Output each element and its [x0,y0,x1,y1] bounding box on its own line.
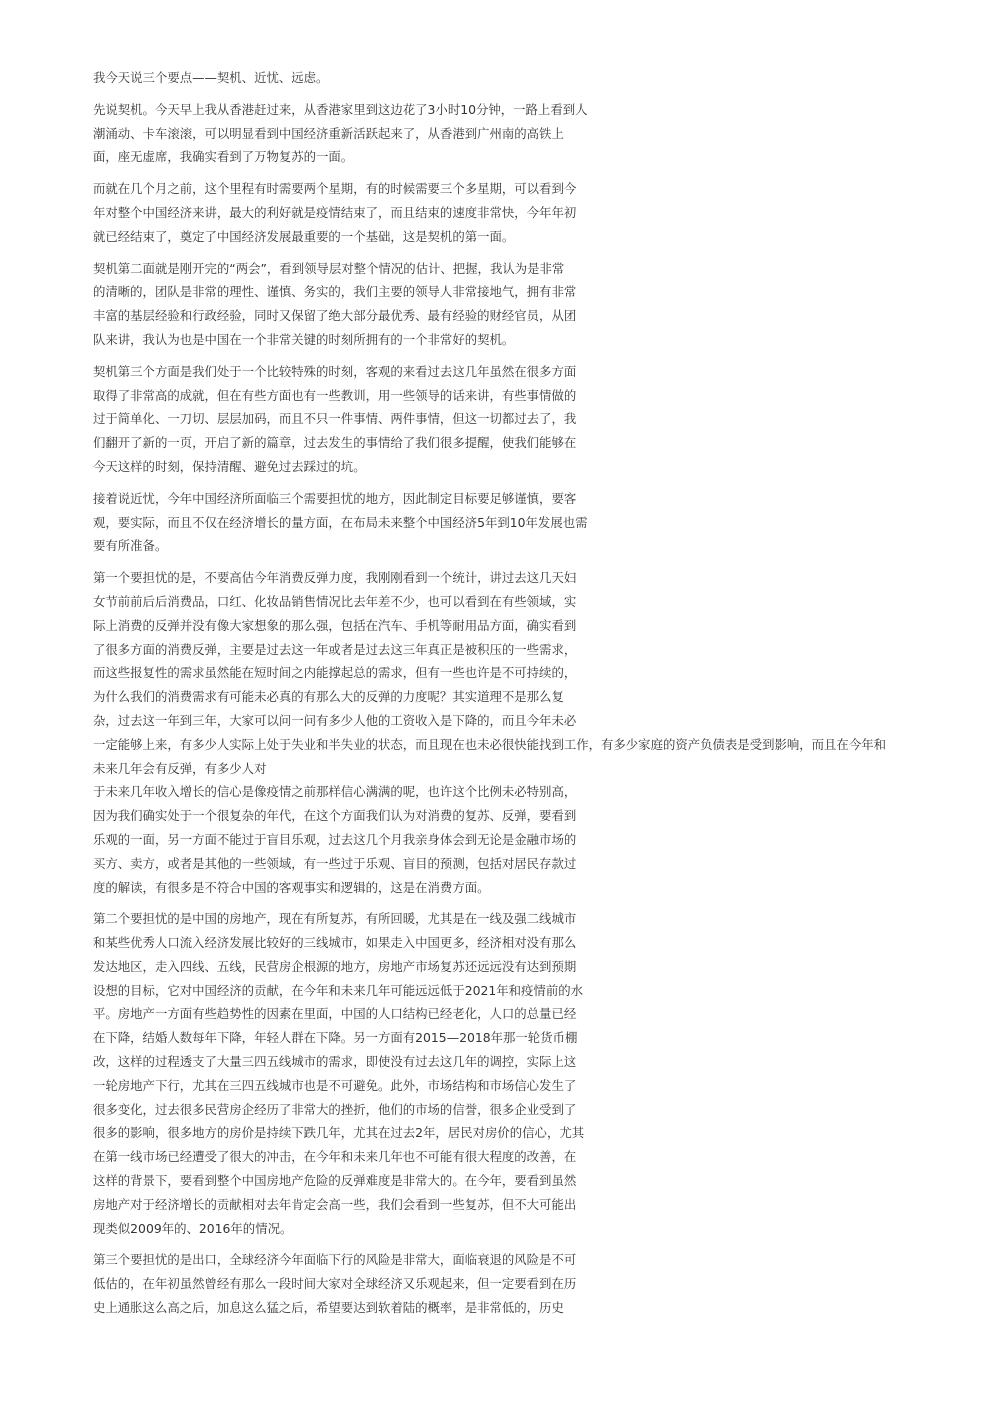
text-line: 因为我们确实处于一个很复杂的年代，在这个方面我们认为对消费的复苏、反弹，要看到 [93,808,577,824]
paragraph [93,487,953,558]
text-line: 一轮房地产下行，尤其在三四五线城市也是不可避免。此外，市场结构和市场信心发生了 [93,1077,577,1093]
text-line: 先说契机。今天早上我从香港赶过来，从香港家里到这边花了3小时10分钟，一路上看到人 [93,101,588,117]
text-line: 房地产对于经济增长的贡献相对去年肯定会高一些，我们会看到一些复苏，但不大可能出 [93,1196,577,1212]
text-line: 第二个要担忧的是中国的房地产，现在有所复苏，有所回暖，尤其是在一线及强二线城市 [93,911,577,927]
text-line: 面，座无虚席，我确实看到了万物复苏的一面。 [93,149,354,165]
text-line: 我今天说三个要点——契机、近忧、远虑。 [93,70,329,85]
text-line: 这样的背景下，要看到整个中国房地产危险的反弹难度是非常大的。在今年，要看到虽然 [93,1173,577,1189]
text-line: 设想的目标，它对中国经济的贡献，在今年和未来几年可能远远低于2021年和疫情前的水 [93,982,583,998]
text-line: 女节前前后后消费品，口红、化妆品销售情况比去年差不少，也可以看到在有些领域，实 [93,593,577,609]
text-line: 的清晰的，团队是非常的理性、谨慎、务实的，我们主要的领导人非常接地气，拥有非常 [93,284,577,300]
text-line: 低估的，在年初虽然曾经有那么一段时间大家对全球经济又乐观起来，但一定要看到在历 [93,1276,577,1292]
paragraph [93,1248,953,1319]
text-line: 队来讲，我认为也是中国在一个非常关键的时刻所拥有的一个非常好的契机。 [93,331,515,347]
text-line: 观，要实际，而且不仅在经济增长的量方面，在布局未来整个中国经济5年到10年发展也需 [93,514,588,530]
text-line: 年对整个中国经济来讲，最大的利好就是疫情结束了，而且结束的速度非常快，今年年初 [93,204,577,220]
text-line: 买方、卖方，或者是其他的一些领域，有一些过于乐观、盲目的预测，包括对居民存款过 [93,855,577,871]
article-body [93,66,953,1328]
text-line: 而就在几个月之前，这个里程有时需要两个星期，有的时候需要三个多星期，可以看到今 [93,181,577,197]
text-line: 就已经结束了，奠定了中国经济发展最重要的一个基础，这是契机的第一面。 [93,228,515,244]
text-line: 们翻开了新的一页，开启了新的篇章，过去发生的事情给了我们很多提醒，使我们能够在 [93,435,577,451]
text-line: 很多的影响，很多地方的房价是持续下跌几年，尤其在过去2年，居民对房价的信心，尤其 [93,1125,585,1141]
text-line: 过于简单化、一刀切、层层加码，而且不只一件事情、两件事情，但这一切都过去了，我 [93,411,577,427]
text-line: 改，这样的过程透支了大量三四五线城市的需求，即使没有过去这几年的调控，实际上这 [93,1054,577,1070]
text-line: 现类似2009年的、2016年的情况。 [93,1220,293,1236]
text-line: 潮涌动、卡车滚滚，可以明显看到中国经济重新活跃起来了，从香港到广州南的高铁上 [93,125,564,141]
text-line: 发达地区，走入四线、五线，民营房企根源的地方，房地产市场复苏还远远没有达到预期 [93,958,577,974]
paragraph [93,257,953,352]
text-line: 第三个要担忧的是出口，全球经济今年面临下行的风险是非常大，面临衰退的风险是不可 [93,1252,577,1268]
text-line: 际上消费的反弹并没有像大家想象的那么强，包括在汽车、手机等耐用品方面，确实看到 [93,617,577,633]
text-line: 接着说近忧，今年中国经济所面临三个需要担忧的地方，因此制定目标要足够谨慎，要客 [93,490,577,506]
text-line: 一定能够上来，有多少人实际上处于失业和半失业的状态，而且现在也未必很快能找到工作，有多少家庭的资产负债表是受到影响，而且在今年和 [93,736,886,752]
text-line: 在第一线市场已经遭受了很大的冲击，在今年和未来几年也不可能有很大程度的改善，在 [93,1149,577,1165]
text-line: 乐观的一面，另一方面不能过于盲目乐观，过去这几个月我亲身体会到无论是金融市场的 [93,831,577,847]
text-line: 于未来几年收入增长的信心是像疫情之前那样信心满满的呢，也许这个比例未必特别高， [93,784,577,800]
text-line: 和某些优秀人口流入经济发展比较好的三线城市，如果走入中国更多，经济相对没有那么 [93,935,577,951]
paragraph [93,360,953,479]
paragraph [93,907,953,1240]
paragraph [93,98,953,169]
text-line: 在下降，结婚人数每年下降，年轻人群在下降。另一方面有2015—2018年那一轮货币棚 [93,1030,578,1046]
text-line: 而这些报复性的需求虽然能在短时间之内能撑起总的需求，但有一些也许是不可持续的， [93,665,577,681]
paragraph [93,566,953,899]
text-line: 今天这样的时刻，保持清醒、避免过去踩过的坑。 [93,458,366,474]
paragraph [93,177,953,248]
text-line: 要有所准备。 [93,538,168,554]
text-line: 为什么我们的消费需求有可能未必真的有那么大的反弹的力度呢？其实道理不是那么复 [93,689,564,705]
text-line: 平。房地产一方面有些趋势性的因素在里面，中国的人口结构已经老化，人口的总量已经 [93,1006,577,1022]
text-line: 杂，过去这一年到三年，大家可以问一问有多少人他的工资收入是下降的，而且今年未必 [93,712,577,728]
text-line: 契机第三个方面是我们处于一个比较特殊的时刻，客观的来看过去这几年虽然在很多方面 [93,363,577,379]
paragraph [93,66,953,90]
text-line: 很多变化，过去很多民营房企经历了非常大的挫折，他们的市场的信誉，很多企业受到了 [93,1101,577,1117]
text-line: 史上通胀这么高之后，加息这么猛之后，希望要达到软着陆的概率，是非常低的，历史 [93,1300,564,1316]
text-line: 第一个要担忧的是，不要高估今年消费反弹力度，我刚刚看到一个统计，讲过去这几天妇 [93,570,577,586]
text-line: 度的解读，有很多是不符合中国的客观事实和逻辑的，这是在消费方面。 [93,879,490,895]
text-line: 契机第二面就是刚开完的“两会”，看到领导层对整个情况的估计、把握，我认为是非常 [93,260,565,276]
text-line: 了很多方面的消费反弹，主要是过去这一年或者是过去这三年真正是被积压的一些需求， [93,641,577,657]
text-line: 取得了非常高的成就，但在有些方面也有一些教训，用一些领导的话来讲，有些事情做的 [93,387,577,403]
text-line: 未来几年会有反弹，有多少人对 [93,760,267,776]
text-line: 丰富的基层经验和行政经验，同时又保留了绝大部分最优秀、最有经验的财经官员，从团 [93,308,577,324]
